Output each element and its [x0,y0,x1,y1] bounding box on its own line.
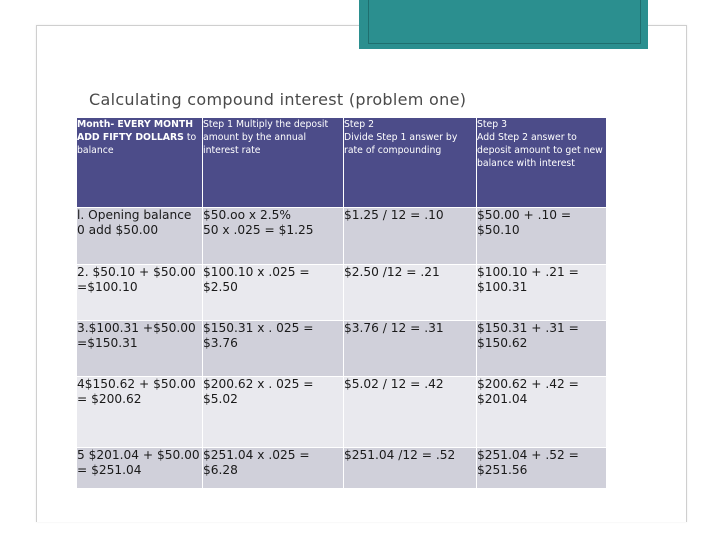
accent-band-inner [368,0,641,44]
compound-interest-table [76,117,607,489]
table-cell: $251.04 + .52 = $251.56 [477,448,607,489]
table-cell: $150.31 x . 025 = $3.76 [203,321,344,377]
table-cell: 2. $50.10 + $50.00 =$100.10 [77,265,203,321]
table-cell: $150.31 + .31 = $150.62 [477,321,607,377]
table-cell: 3.$100.31 +$50.00 =$150.31 [77,321,203,377]
table-cell: 5 $201.04 + $50.00 = $251.04 [77,448,203,489]
table-cell: $2.50 /12 = .21 [344,265,477,321]
table-cell: $50.00 + .10 = $50.10 [477,208,607,265]
header-step3-text: Step 3 Add Step 2 answer to deposit amount to get new balance with interest [477,119,603,169]
table-header-row [77,118,607,208]
header-step2-text: Step 2 Divide Step 1 answer by rate of compounding [344,119,458,156]
table-cell: $50.oo x 2.5% 50 x .025 = $1.25 [203,208,344,265]
header-month-bold: Month- EVERY MONTH ADD FIFTY DOLLARS [77,119,193,143]
table-cell: l. Opening balance 0 add $50.00 [77,208,203,265]
table-cell: 4$150.62 + $50.00 = $200.62 [77,377,203,448]
table-cell: $100.10 x .025 = $2.50 [203,265,344,321]
table-cell: $5.02 / 12 = .42 [344,377,477,448]
header-cell-step1 [203,118,344,208]
table-cell: $251.04 x .025 = $6.28 [203,448,344,489]
table-row [77,377,607,448]
table-cell: $200.62 x . 025 = $5.02 [203,377,344,448]
header-step1-text: Step 1 Multiply the deposit amount by the annual interest rate [203,119,329,156]
table-row [77,265,607,321]
header-cell-step3 [477,118,607,208]
table-cell: $3.76 / 12 = .31 [344,321,477,377]
slide-title: Calculating compound interest (problem one) [89,90,467,109]
table-cell: $200.62 + .42 = $201.04 [477,377,607,448]
table-cell: $1.25 / 12 = .10 [344,208,477,265]
table-cell: $251.04 /12 = .52 [344,448,477,489]
table-row [77,321,607,377]
header-cell-month [77,118,203,208]
header-month-rest: to balance [77,132,197,156]
table-row [77,448,607,489]
table-row [77,208,607,265]
table-cell: $100.10 + .21 = $100.31 [477,265,607,321]
header-cell-step2 [344,118,477,208]
